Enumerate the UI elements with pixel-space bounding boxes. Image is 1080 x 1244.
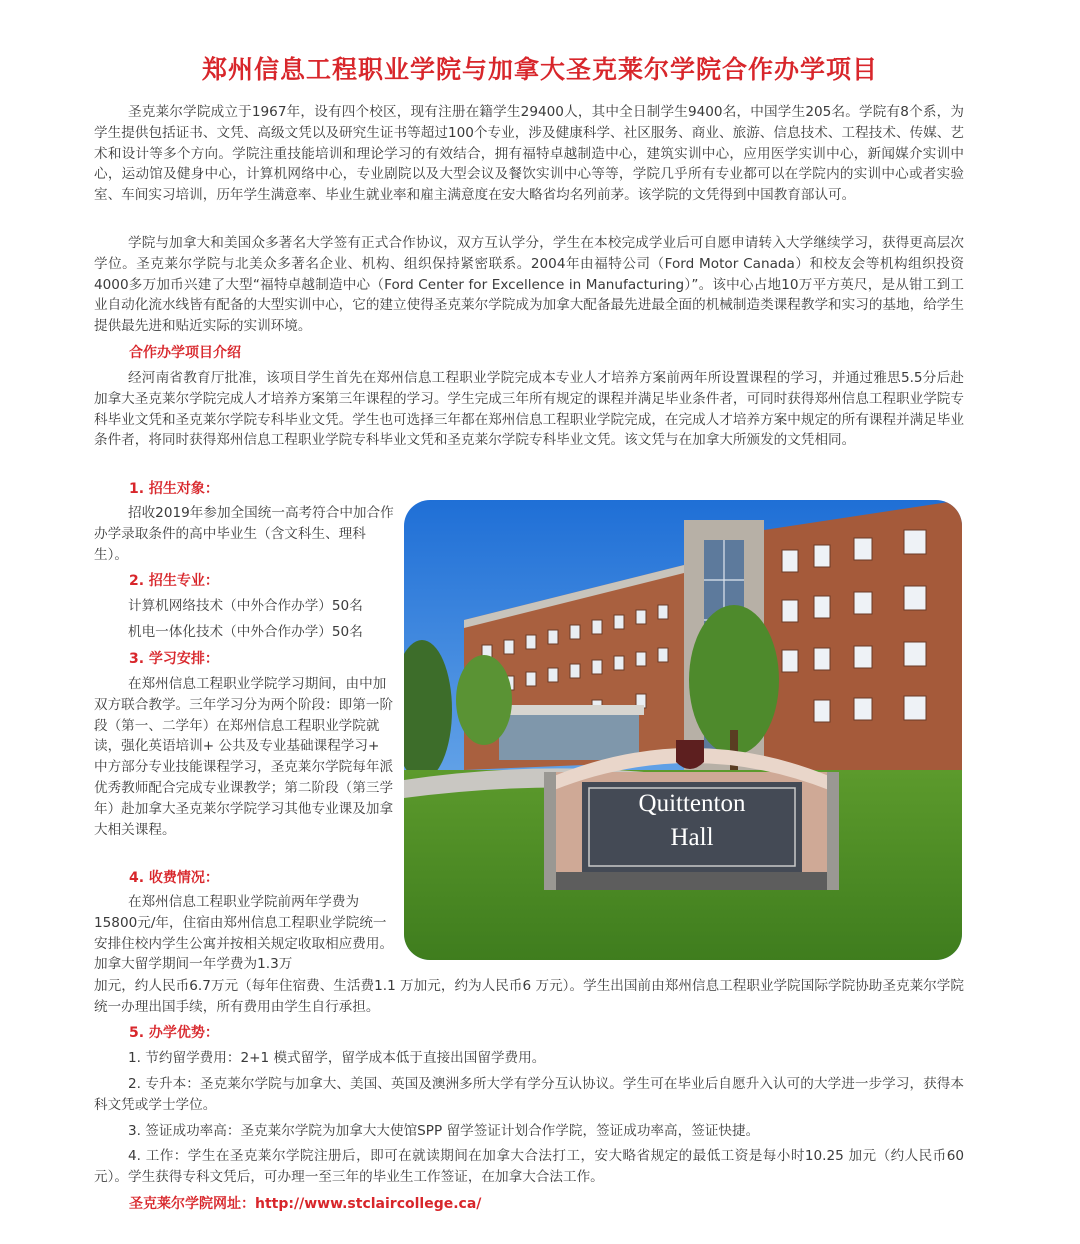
website-line xyxy=(129,1193,481,1215)
section-1-heading: 1. 招生对象： xyxy=(129,481,219,497)
section-2-item-2: 机电一体化技术（中外合作办学）50名 xyxy=(128,624,363,640)
section-5-item-2: 2. 专升本：圣克莱尔学院与加拿大、美国、英国及澳洲多所大学有学分互认协议。学生可在毕业后自愿升入认可的大学进一步学习，获得本科文凭或学士学位。 xyxy=(94,1076,964,1113)
project-heading: 合作办学项目介绍 xyxy=(129,345,241,361)
sign-text-line-2: Hall xyxy=(670,824,714,851)
website-label: 圣克莱尔学院网址： xyxy=(129,1196,255,1212)
campus-photo xyxy=(404,500,962,960)
intro-paragraph-2: 学院与加拿大和美国众多著名大学签有正式合作协议，双方互认学分，学生在本校完成学业后可自愿申请转入大学继续学习，获得更高层次学位。圣克莱尔学院与北美众多著名企业、机构、组织保持紧密联系。2004年由福特公司（Ford Motor Canada）和校友会等机构组织投资4000多万加币兴建了大型“福特卓越制造中心（Ford Center for Excellence in Manufacturing）”。该中心占地10万平方英尺，是从钳工到工业自动化流水线皆有配备的大型实训中心，它的建立使得圣克莱尔学院成为加拿大配备最先进最全面的机械制造类课程教学和实习的基地，给学生提供最先进和贴近实际的实训环境。 xyxy=(94,235,964,335)
section-1-body: 招收2019年参加全国统一高考符合中加合作办学录取条件的高中毕业生（含文科生、理科生）。 xyxy=(94,505,394,563)
intro-paragraph-1: 圣克莱尔学院成立于1967年，设有四个校区，现有注册在籍学生29400人，其中全日制学生9400名，中国学生205名。学院有8个系，为学生提供包括证书、文凭、高级文凭以及研究生证书等超过100个专业，涉及健康科学、社区服务、商业、旅游、信息技术、工程技术、传媒、艺术和设计等多个方向。学院注重技能培训和理论学习的有效结合，拥有福特卓越制造中心，建筑实训中心，应用医学实训中心，新闻媒介实训中心，运动馆及健身中心，计算机网络中心，专业剧院以及大型会议及餐饮实训中心等等，学院几乎所有专业都可以在学院内的实训中心或者实验室、车间实习培训，历年学生满意率、毕业生就业率和雇主满意度在安大略省均名列前茅。该学院的文凭得到中国教育部认可。 xyxy=(94,104,964,204)
section-4-body-column: 在郑州信息工程职业学院前两年学费为15800元/年，住宿由郑州信息工程职业学院统一安排住校内学生公寓并按相关规定收取相应费用。加拿大留学期间一年学费为1.3万 xyxy=(94,894,394,973)
project-paragraph: 经河南省教育厅批准，该项目学生首先在郑州信息工程职业学院完成本专业人才培养方案前两年所设置课程的学习，并通过雅思5.5分后赴加拿大圣克莱尔学院完成人才培养方案第三年课程的学习。学生完成三年所有规定的课程并满足毕业条件者，可同时获得郑州信息工程职业学院专科毕业文凭和圣克莱尔学院专科毕业文凭。学生也可选择三年都在郑州信息工程职业学院完成，在完成人才培养方案中规定的所有课程并满足毕业条件者，将同时获得郑州信息工程职业学院专科毕业文凭和圣克莱尔学院专科毕业文凭。该文凭与在加拿大所颁发的文凭相同。 xyxy=(94,370,964,449)
section-5-heading: 5. 办学优势： xyxy=(129,1025,219,1041)
section-4-body-full: 加元，约人民币6.7万元（每年住宿费、生活费1.1 万加元，约为人民币6 万元）。学生出国前由郑州信息工程职业学院国际学院协助圣克莱尔学院统一办理出国手续，所有费用由学生自行承担。 xyxy=(94,978,964,1015)
section-4-heading: 4. 收费情况： xyxy=(129,870,219,886)
section-5-item-4: 4. 工作：学生在圣克莱尔学院注册后，即可在就读期间在加拿大合法打工，安大略省规定的最低工资是每小时10.25 加元（约人民币60 元）。学生获得专科文凭后，可办理一至三年的毕业生工作签证，在加拿大合法工作。 xyxy=(94,1148,964,1185)
section-5-item-1: 1. 节约留学费用：2+1 模式留学，留学成本低于直接出国留学费用。 xyxy=(128,1050,546,1066)
section-5-item-3: 3. 签证成功率高：圣克莱尔学院为加拿大大使馆SPP 留学签证计划合作学院，签证成功率高，签证快捷。 xyxy=(128,1123,760,1139)
sign-text-line-1: Quittenton xyxy=(638,790,746,817)
website-link[interactable]: http://www.stclaircollege.ca/ xyxy=(255,1196,482,1212)
section-3-body: 在郑州信息工程职业学院学习期间，由中加双方联合教学。三年学习分为两个阶段：即第一阶段（第一、二学年）在郑州信息工程职业学院就读，强化英语培训+ 公共及专业基础课程学习+ 中方部分专业技能课程学习，圣克莱尔学院每年派优秀教师配合完成专业课教学；第二阶段（第三学年）赴加拿大圣克莱尔学院学习其他专业课及加拿大相关课程。 xyxy=(94,676,394,838)
section-3-heading: 3. 学习安排： xyxy=(129,651,219,667)
section-2-item-1: 计算机网络技术（中外合作办学）50名 xyxy=(128,598,363,614)
page-title: 郑州信息工程职业学院与加拿大圣克莱尔学院合作办学项目 xyxy=(201,55,878,84)
section-2-heading: 2. 招生专业： xyxy=(129,573,219,589)
